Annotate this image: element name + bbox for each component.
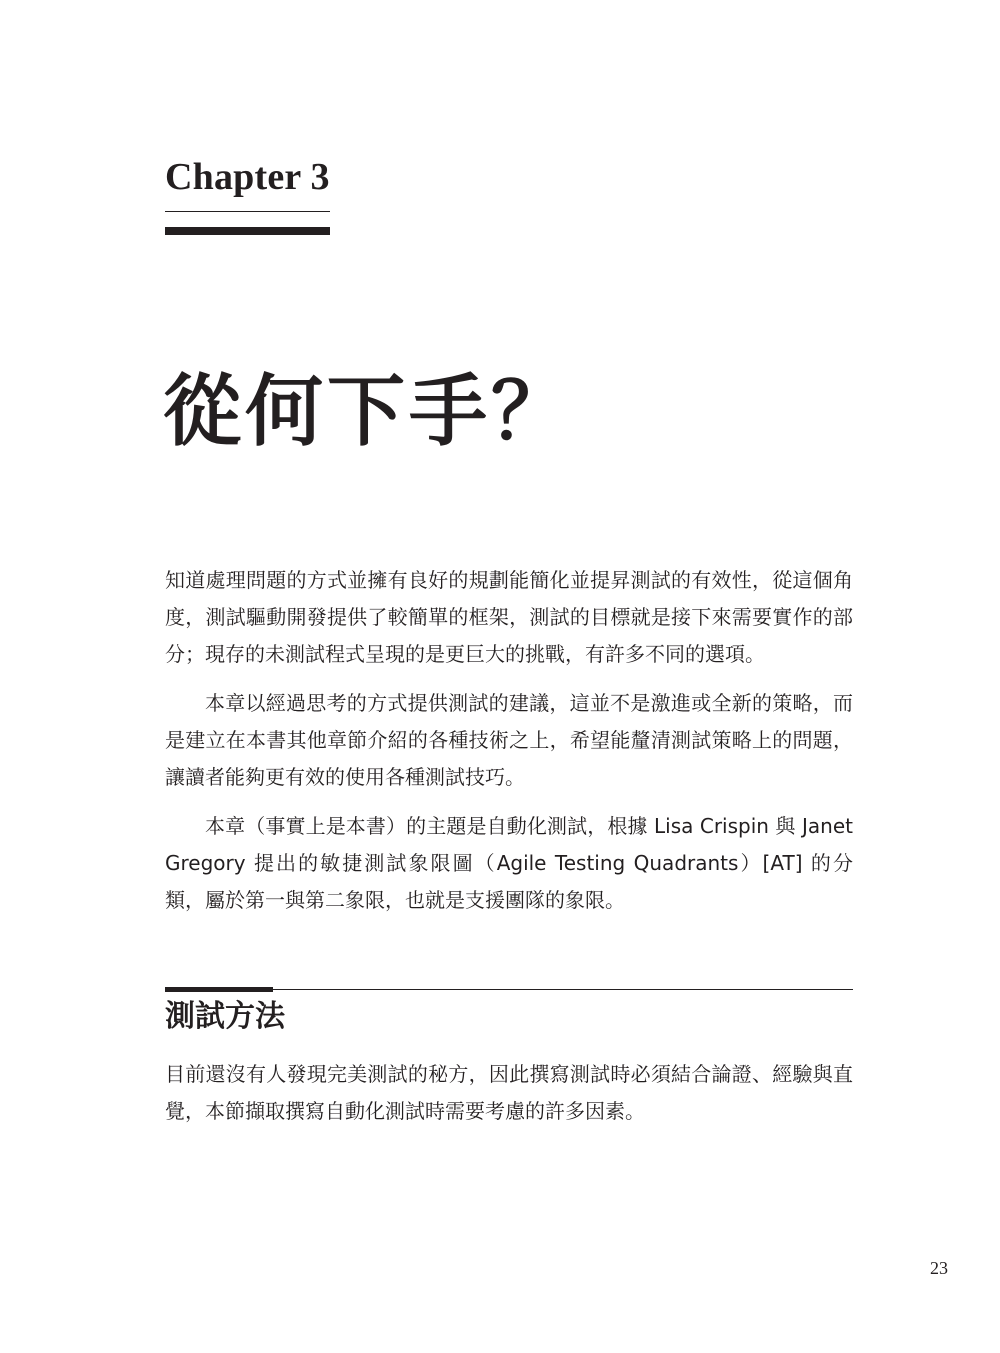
body-paragraph-1: 知道處理問題的方式並擁有良好的規劃能簡化並提昇測試的有效性，從這個角度，測試驅動開發提供了較簡單的框架，測試的目標就是接下來需要實作的部分；現存的未測試程式呈現的是更巨大的挑戰，有許多不同的選項。 xyxy=(165,568,853,666)
body-paragraph-2: 本章以經過思考的方式提供測試的建議，這並不是激進或全新的策略，而是建立在本書其他章節介紹的各種技術之上，希望能釐清測試策略上的問題，讓讀者能夠更有效的使用各種測試技巧。 xyxy=(165,691,853,789)
chapter-rule-thin xyxy=(165,211,330,212)
section-rule-thick xyxy=(165,987,273,992)
page-number: 23 xyxy=(930,1258,948,1278)
chapter-title: 從何下手？ xyxy=(163,366,574,457)
chapter-label: Chapter 3 xyxy=(165,156,330,198)
body-paragraph-3: 本章（事實上是本書）的主題是自動化測試，根據 Lisa Crispin 與 Janet Gregory 提出的敏捷測試象限圖（Agile Testing Quadrants）[AT] 的分類，屬於第一與第二象限，也就是支援團隊的象限。 xyxy=(165,814,853,912)
section-rule-thin xyxy=(273,989,853,990)
section-heading: 測試方法 xyxy=(165,999,285,1034)
section-paragraph: 目前還沒有人發現完美測試的秘方，因此撰寫測試時必須結合論證、經驗與直覺，本節擷取撰寫自動化測試時需要考慮的許多因素。 xyxy=(165,1062,853,1123)
chapter-rule-thick xyxy=(165,227,330,235)
